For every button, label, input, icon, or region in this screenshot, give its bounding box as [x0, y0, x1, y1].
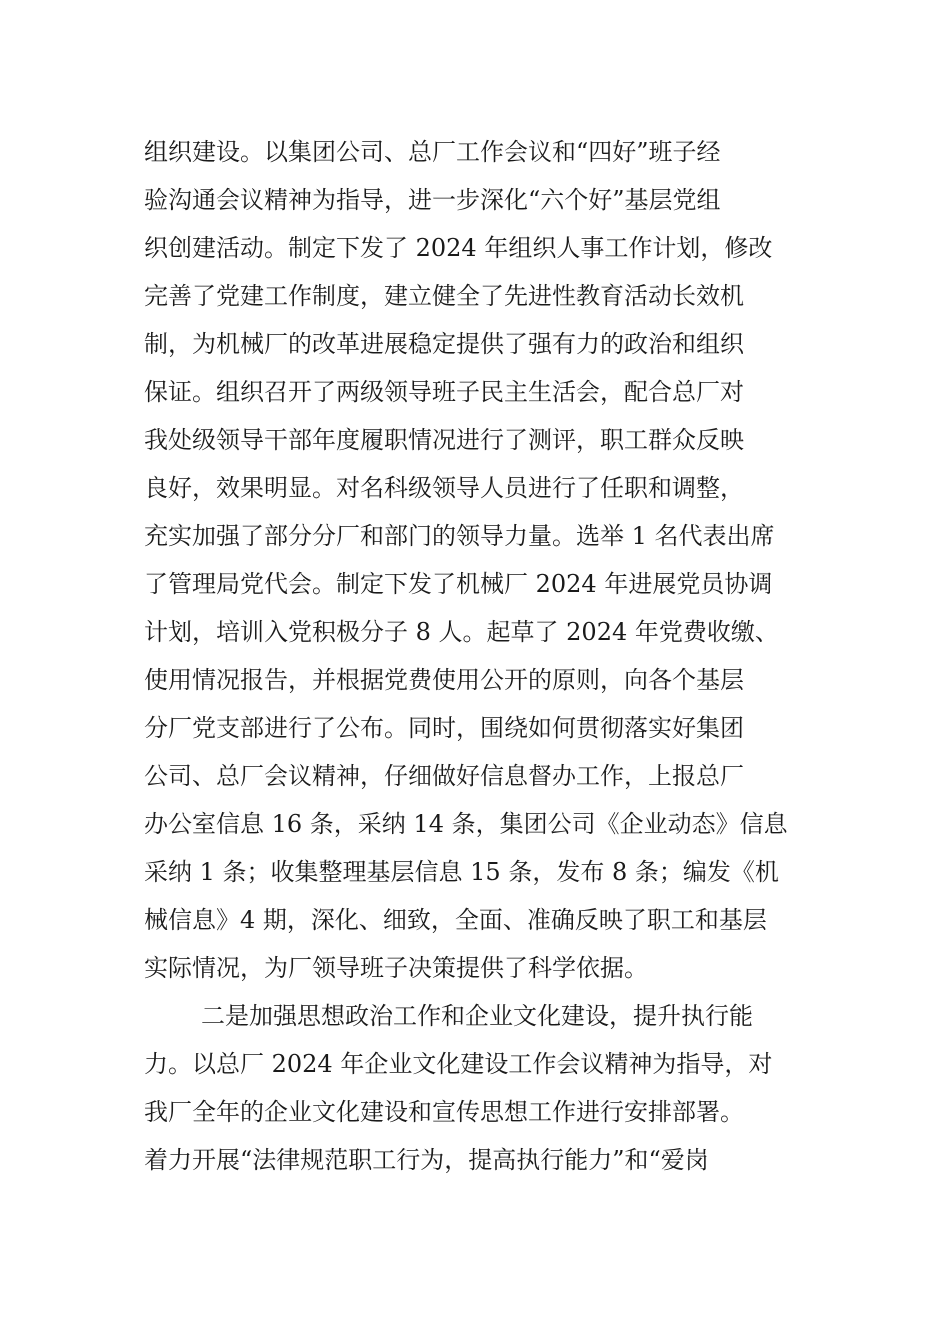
- text-line: 保证。组织召开了两级领导班子民主生活会，配合总厂对: [144, 378, 744, 406]
- text-line: 力。以总厂 2024 年企业文化建设工作会议精神为指导，对: [144, 1050, 773, 1078]
- text-line: 实际情况，为厂领导班子决策提供了科学依据。: [144, 954, 648, 982]
- text-line: 办公室信息 16 条，采纳 14 条，集团公司《企业动态》信息: [144, 810, 788, 838]
- text-line: 验沟通会议精神为指导，进一步深化“六个好”基层党组: [144, 186, 721, 214]
- text-line: 完善了党建工作制度，建立健全了先进性教育活动长效机: [144, 282, 744, 310]
- text-line: 组织建设。以集团公司、总厂工作会议和“四好”班子经: [144, 138, 721, 166]
- text-line: 计划，培训入党积极分子 8 人。起草了 2024 年党费收缴、: [144, 618, 779, 646]
- text-line: 分厂党支部进行了公布。同时，围绕如何贯彻落实好集团: [144, 714, 744, 742]
- text-line: 着力开展“法律规范职工行为，提高执行能力”和“爱岗: [144, 1146, 709, 1174]
- text-line: 充实加强了部分分厂和部门的领导力量。选举 1 名代表出席: [144, 522, 775, 550]
- body-text: [144, 128, 824, 1184]
- text-line: 良好，效果明显。对名科级领导人员进行了任职和调整，: [144, 474, 744, 502]
- paragraph-first-line: 二是加强思想政治工作和企业文化建设，提升执行能: [201, 1002, 753, 1030]
- text-line: 了管理局党代会。制定下发了机械厂 2024 年进展党员协调: [144, 570, 773, 598]
- text-line: 械信息》4 期，深化、细致，全面、准确反映了职工和基层: [144, 906, 767, 934]
- text-line: 公司、总厂会议精神，仔细做好信息督办工作，上报总厂: [144, 762, 744, 790]
- text-line: 制，为机械厂的改革进展稳定提供了强有力的政治和组织: [144, 330, 744, 358]
- text-line: 使用情况报告，并根据党费使用公开的原则，向各个基层: [144, 666, 744, 694]
- text-line: 织创建活动。制定下发了 2024 年组织人事工作计划，修改: [144, 234, 773, 262]
- text-line: 我处级领导干部年度履职情况进行了测评，职工群众反映: [144, 426, 744, 454]
- text-line: 我厂全年的企业文化建设和宣传思想工作进行安排部署。: [144, 1098, 744, 1126]
- text-line: 采纳 1 条；收集整理基层信息 15 条，发布 8 条；编发《机: [144, 858, 779, 886]
